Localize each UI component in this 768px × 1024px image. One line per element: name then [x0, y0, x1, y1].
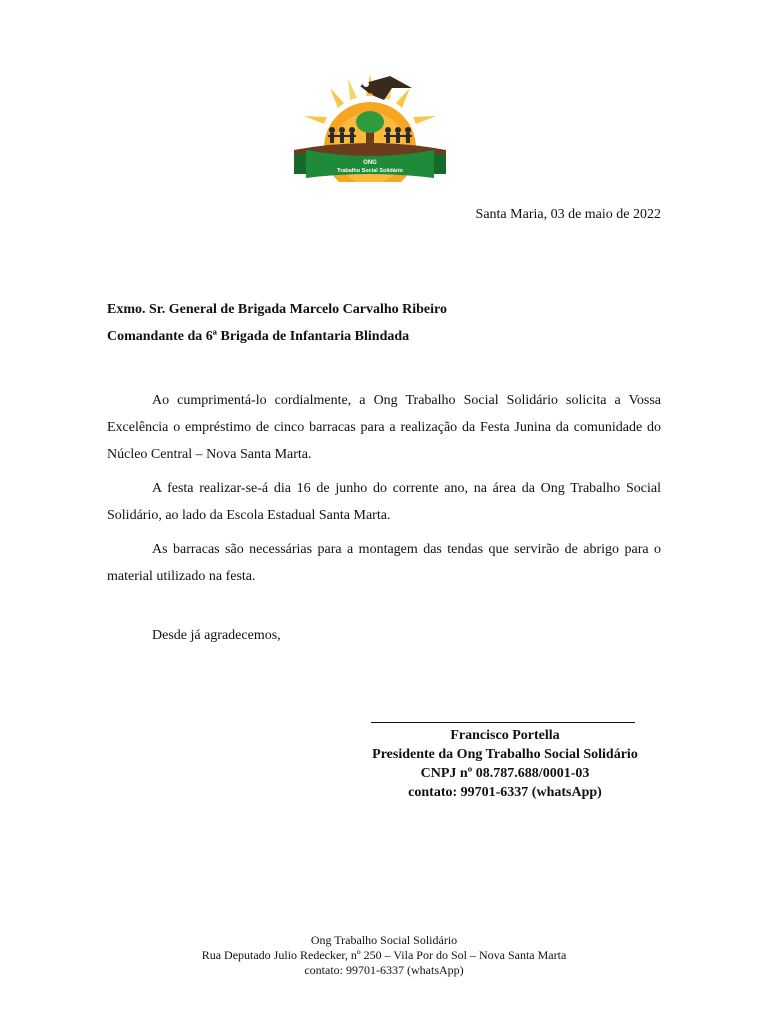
ong-logo — [290, 66, 450, 182]
ong-logo-graphic — [290, 66, 450, 182]
paragraph-3: As barracas são necessárias para a montagem das tendas que servirão de abrigo para o material utilizado na festa. — [107, 542, 661, 584]
logo-text-name: Trabalho Social Solidário — [337, 168, 403, 174]
closing-text: Desde já agradecemos, — [152, 628, 281, 643]
signer-title: Presidente da Ong Trabalho Social Solidário — [372, 747, 638, 762]
signer-cnpj: CNPJ nº 08.787.688/0001-03 — [420, 766, 590, 781]
letter-date: Santa Maria, 03 de maio de 2022 — [475, 207, 661, 222]
paragraph-2: A festa realizar-se-á dia 16 de junho do corrente ano, na área da Ong Trabalho Social Solidário, ao lado da Escola Estadual Santa Marta. — [107, 481, 661, 523]
footer-contact: contato: 99701-6337 (whatsApp) — [304, 963, 464, 977]
logo-text-ong: ONG — [363, 160, 377, 166]
footer-address: Rua Deputado Julio Redecker, nº 250 – Vila Por do Sol – Nova Santa Marta — [201, 948, 567, 962]
letter-body — [107, 387, 661, 597]
recipient-name: Exmo. Sr. General de Brigada Marcelo Carvalho Ribeiro — [107, 302, 447, 317]
recipient-block — [107, 296, 447, 350]
signer-name: Francisco Portella — [450, 728, 560, 743]
recipient-title: Comandante da 6ª Brigada de Infantaria Blindada — [107, 329, 410, 344]
signature-line — [371, 722, 635, 723]
signer-contact: contato: 99701-6337 (whatsApp) — [408, 785, 602, 800]
signature-block — [355, 726, 655, 802]
paragraph-1: Ao cumprimentá-lo cordialmente, a Ong Trabalho Social Solidário solicita a Vossa Excelência o empréstimo de cinco barracas para a realização da Festa Junina da comunidade do Núcleo Central – Nova Santa Marta. — [107, 393, 661, 462]
footer-org-name: Ong Trabalho Social Solidário — [310, 933, 458, 947]
page-footer — [134, 933, 634, 978]
